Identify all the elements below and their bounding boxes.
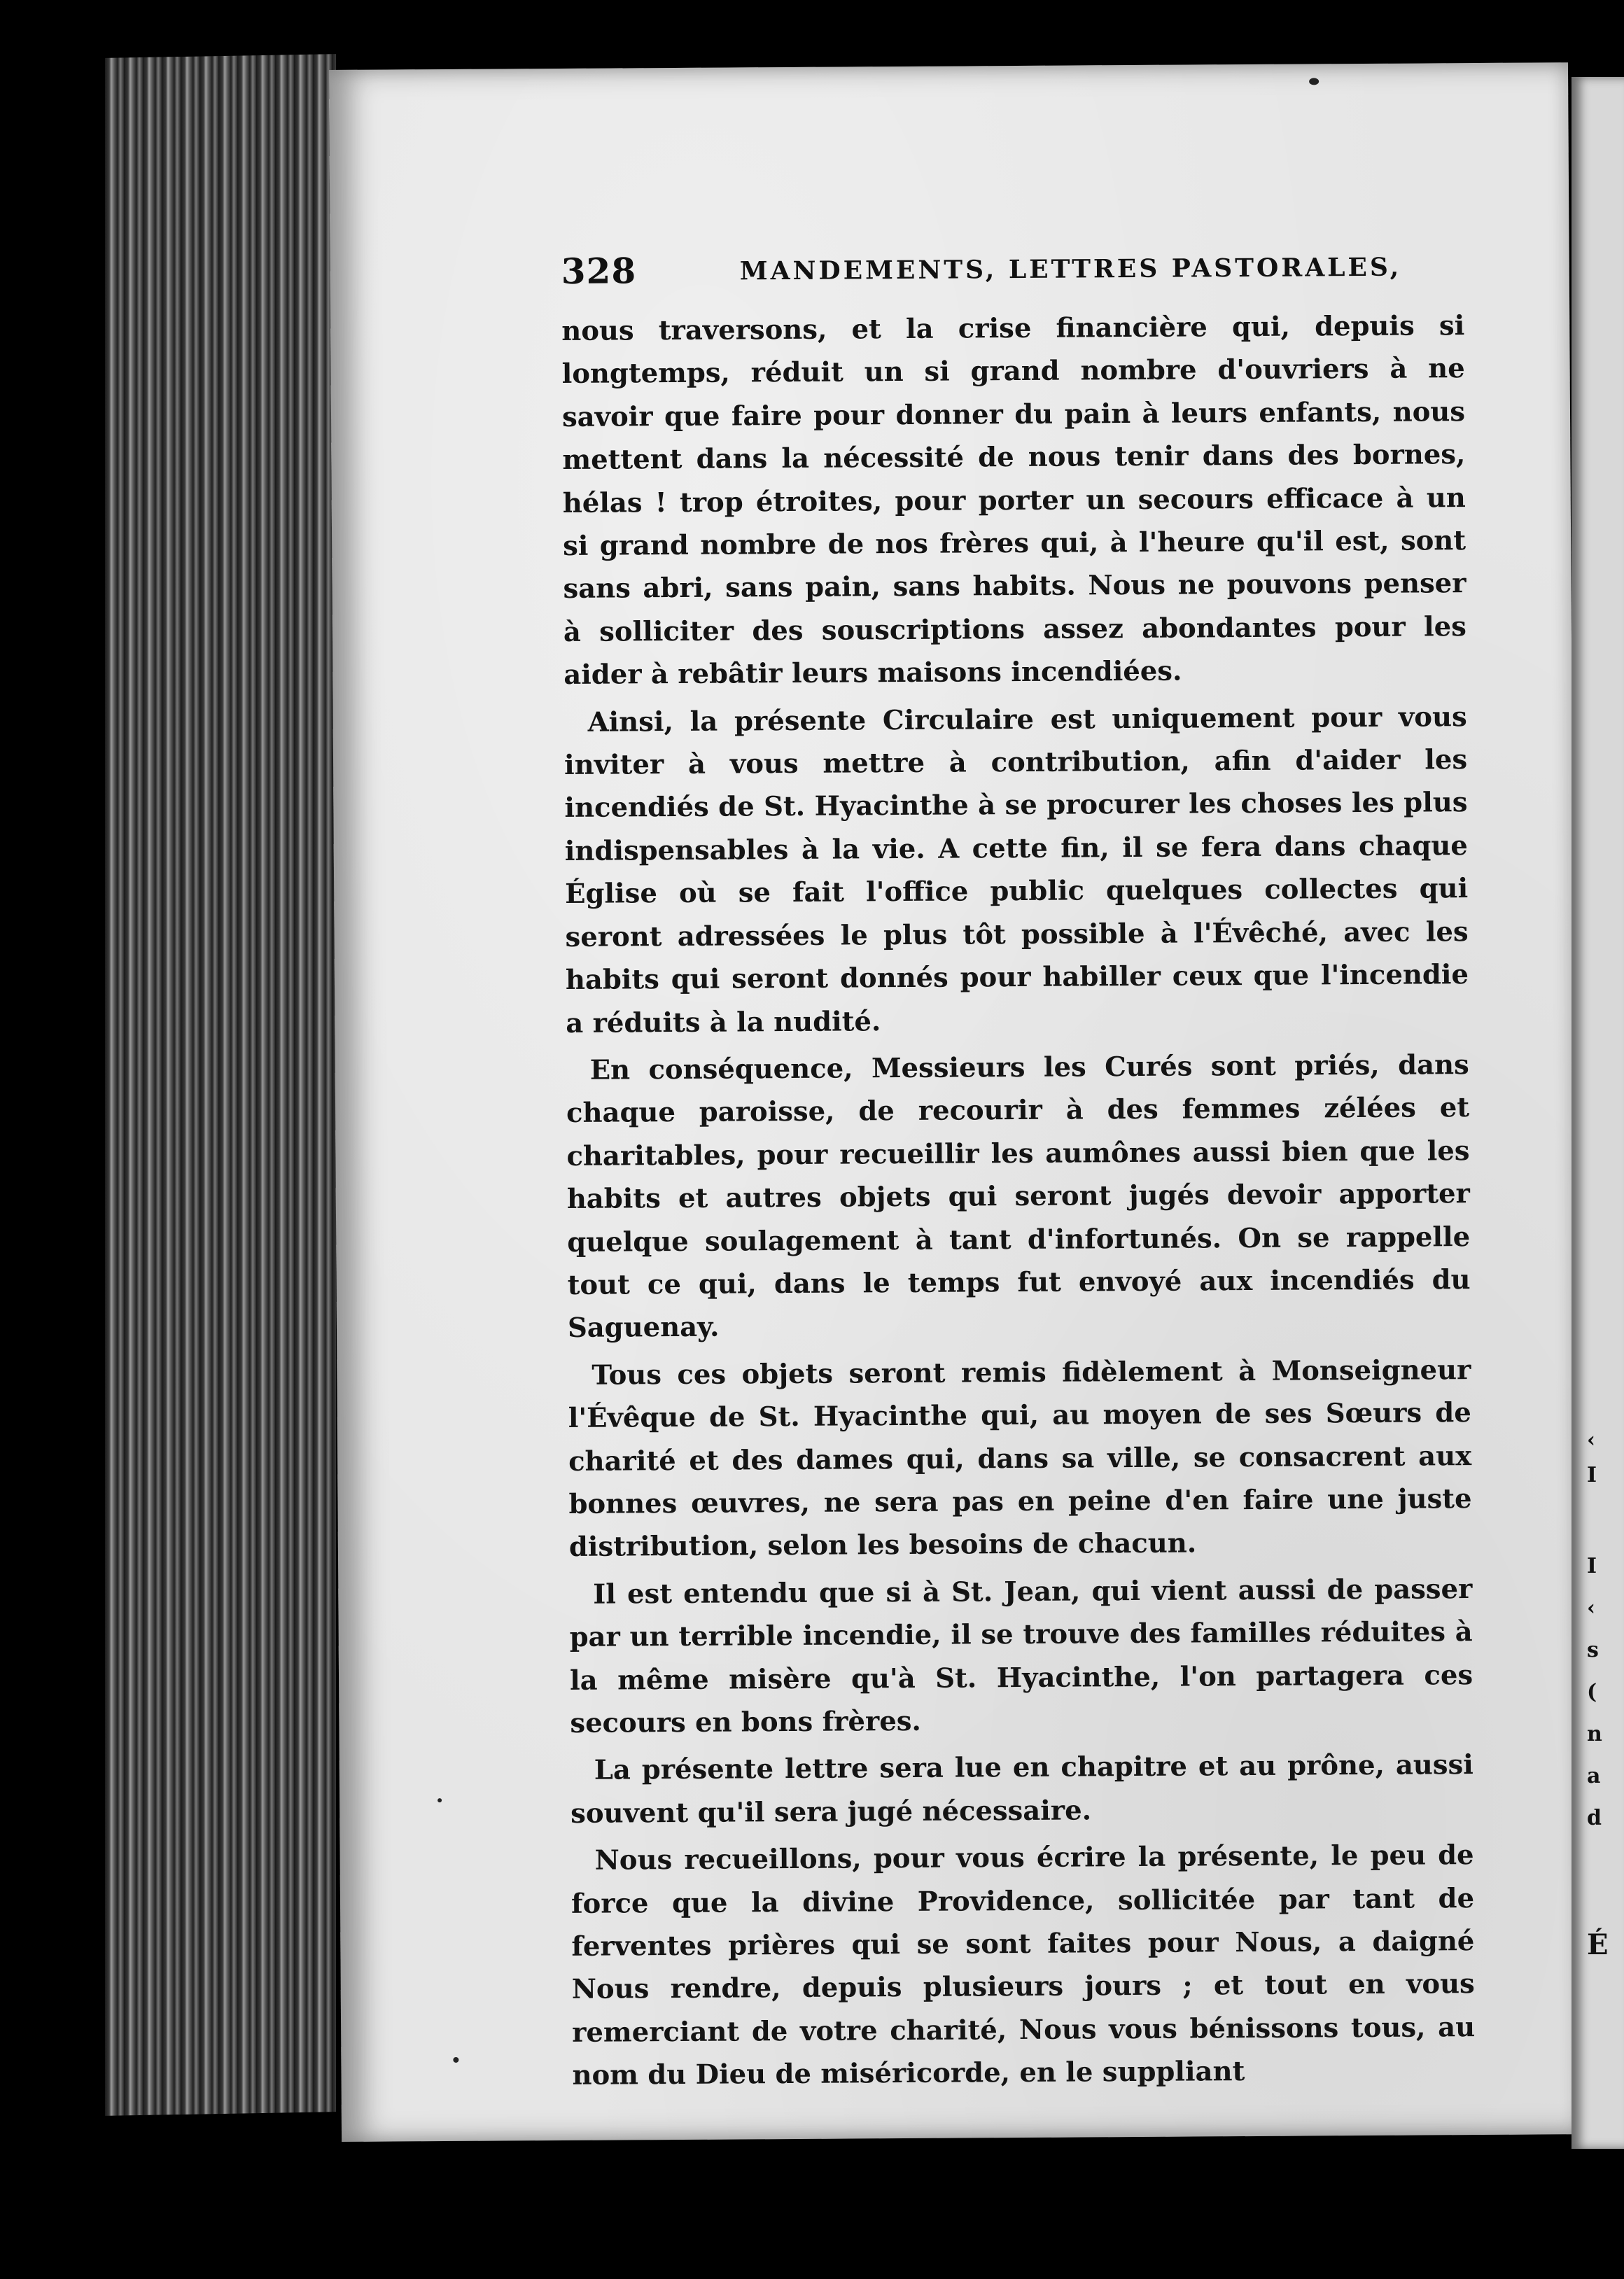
book-page (329, 62, 1581, 2142)
adjacent-page-glyph: É (1587, 1928, 1609, 1961)
paragraph: En conséquence, Messieurs les Curés sont priés, dans chaque paroisse, de recourir à des femmes zélées et charitables, pour recueillir les aumônes aussi bien que les habits et autres objets qui seront jugés devoir apporter quelque soulagement à tant d'infortunés. On se rappelle tout ce qui, dans le temps fut envoyé aux incendiés du Saguenay. (566, 1049, 1471, 1345)
adjacent-page-glyph: d (1587, 1806, 1602, 1830)
page-header (561, 245, 1471, 307)
paragraph: Il est entendu que si à St. Jean, qui vient aussi de passer par un terrible incendie, il se trouve des familles réduites à la même misère qu'à St. Hyacinthe, l'on partagera ces secours en bons frères. (569, 1573, 1474, 1739)
paragraph: nous traversons, et la crise financière qui, depuis si longtemps, réduit un si grand nombre d'ouvriers à ne savoir que faire pour donner du pain à leurs enfants, nous mettent dans la nécessité de nous tenir dans des bornes, hélas ! trop étroites, pour porter un secours efficace à un si grand nombre de nos frères qui, à l'heure qu'il est, sont sans abri, sans pain, sans habits. Nous ne pouvons penser à solliciter des souscriptions assez abondantes pour les aider à rebâtir leurs maisons incendiées. (561, 310, 1467, 692)
ink-speck (1309, 78, 1319, 85)
adjacent-page-glyph: n (1587, 1722, 1602, 1746)
adjacent-page-glyph: I (1587, 1463, 1597, 1487)
adjacent-page-glyph: s (1587, 1638, 1599, 1662)
ink-speck (453, 2057, 458, 2063)
running-head: MANDEMENTS, LETTRES PASTORALES, (739, 252, 1402, 286)
paragraph: Ainsi, la présente Circulaire est uniquement pour vous inviter à vous mettre à contribution, afin d'aider les incendiés de St. Hyacinthe à se procurer les choses les plus indispensables à la vie. A cette fin, il se fera dans chaque Église où se fait l'office public quelques collectes qui seront adressées le plus tôt possible à l'Évêché, avec les habits qui seront donnés pour habiller ceux que l'incendie a réduits à la nudité. (564, 701, 1469, 1039)
adjacent-page-glyph: ‹ (1587, 1596, 1595, 1620)
adjacent-page-glyph: I (1587, 1554, 1597, 1578)
paragraph: La présente lettre sera lue en chapitre et au prône, aussi souvent qu'il sera jugé nécessaire. (570, 1749, 1474, 1830)
paragraph: Tous ces objets seront remis fidèlement à Monseigneur l'Évêque de St. Hyacinthe qui, au moyen de ses Sœurs de charité et des dames qui, dans sa ville, se consacrent aux bonnes œuvres, ne sera pas en peine d'en faire une juste distribution, selon les besoins de chacun. (568, 1354, 1472, 1564)
ink-speck (438, 1798, 442, 1802)
adjacent-page-glyph: ‹ (1587, 1428, 1595, 1452)
adjacent-page-edge (1572, 77, 1624, 2149)
adjacent-page-glyph: a (1587, 1764, 1601, 1788)
adjacent-page-glyph: ( (1587, 1680, 1597, 1704)
paragraph: Nous recueillons, pour vous écrire la présente, le peu de force que la divine Providence, sollicitée par tant de ferventes prières qui se sont faites pour Nous, a daigné Nous rendre, depuis plusieurs jours ; et tout en vous remerciant de votre charité, Nous vous bénissons tous, au nom du Dieu de miséricorde, en le suppliant (570, 1839, 1476, 2092)
page-edges (105, 54, 336, 2116)
body-text (561, 304, 1476, 2097)
page-number: 328 (561, 250, 637, 292)
